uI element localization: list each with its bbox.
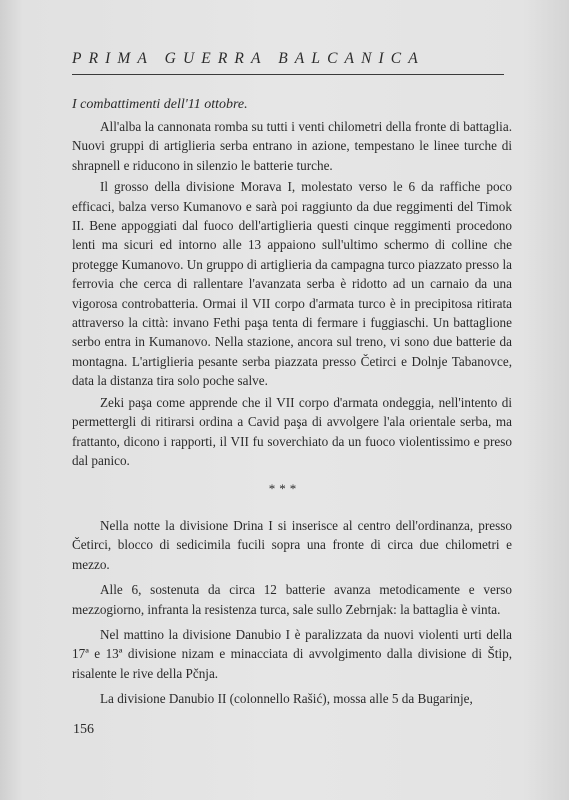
- paragraph: Il grosso della divisione Morava I, molestato verso le 6 da raffiche poco efficaci, balza verso Kumanovo e sarà poi raggiunto da due reggimenti del Timok II. Bene appoggiati dal fuoco dell'artiglieria questi cinque reggimenti procedono lenti ma sicuri ed intorno alle 13 appaiono sull'ultimo schermo di colline che protegge Kumanovo. Un gruppo di artiglieria da campagna turco piazzato presso la ferrovia che cerca di rallentare l'avanzata serba è ridotto ad un carnaio da una vigorosa controbatteria. Ormai il VII corpo d'armata turco è in precipitosa ritirata attraverso la città: invano Fethi paşa tenta di fermare i fuggiaschi. Un battaglione serbo entra in Kumanovo. Nella stazione, ancora sul treno, vi sono due batterie da montagna. L'artiglieria pesante serba piazzata presso Četirci e Dolnje Tabanovce, data la distanza tira solo poche salve.: [72, 179, 512, 389]
- section-title: I combattimenti dell'11 ottobre.: [72, 97, 248, 112]
- text-block-bottom: [72, 516, 512, 709]
- paragraph: Alle 6, sostenuta da circa 12 batterie avanza metodicamente e verso mezzogiorno, infranta la resistenza turca, sale sullo Zebrnjak: la battaglia è vinta.: [72, 582, 512, 617]
- paragraph: Nella notte la divisione Drina I si inserisce al centro dell'ordinanza, presso Četirci, blocco di sedicimila fucili sopra una fronte di circa due chilometri e mezzo.: [72, 518, 512, 572]
- page-number: 156: [73, 722, 94, 737]
- running-header: PRIMA GUERRA BALCANICA: [72, 50, 425, 67]
- paragraph: Zeki paşa come apprende che il VII corpo d'armata ondeggia, nell'intento di permettergli di ritirarsi ordina a Cavid paşa di avvolgere l'ala orientale serba, ma frattanto, dicono i rapporti, il VII fu soverchiato da un fuoco violentissimo e preso dal panico.: [72, 394, 512, 468]
- paragraph: La divisione Danubio II (colonnello Rašić), mossa alle 5 da Bugarinje,: [100, 691, 473, 707]
- paragraph: All'alba la cannonata romba su tutti i venti chilometri della fronte di battaglia. Nuovi gruppi di artiglieria serba entrano in azione, tempestano le linee turche di shrapnell e riducono in silenzio le batterie turche.: [72, 119, 512, 173]
- paragraph: Nel mattino la divisione Danubio I è paralizzata da nuovi violenti urti della 17ª e 13ª divisione nizam e minacciata di avvolgimento dalla divisione di Štip, risalente le rive della Pčnja.: [72, 627, 512, 681]
- header-rule: [72, 74, 504, 75]
- text-block-top: [72, 117, 512, 470]
- section-separator: ***: [268, 481, 301, 496]
